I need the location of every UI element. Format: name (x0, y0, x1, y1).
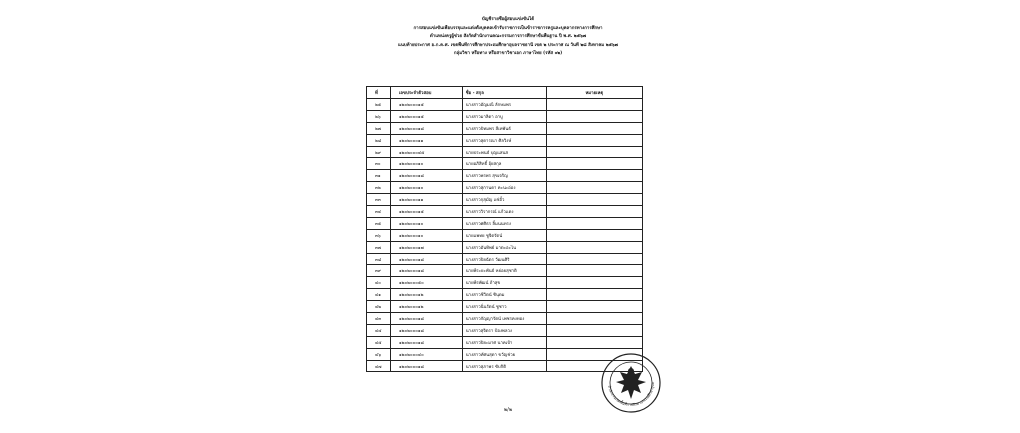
cell-note (546, 324, 642, 336)
cell-name: นางสาวสุดารณา ศิลวิงษ์ (462, 134, 546, 146)
cell-exam-id: ๑๒๐๒๐๐๐๑๐ (390, 229, 462, 241)
header-exam-title: การสอบแข่งขันเพื่อบรรจุและแต่งตั้งบุคคลเข้ารับราชการเป็นข้าราชการครูและบุคลากรทางการศึกษา (413, 25, 603, 31)
table-row (367, 194, 643, 206)
cell-name: นางสาวปิยะมาศ นาคเป้า (462, 336, 546, 348)
cell-name: นางสาวชีวิตน์ ชินุดม (462, 289, 546, 301)
column-header-number: ที่ (367, 87, 391, 99)
page-number: ๒/๒ (503, 407, 513, 413)
cell-note (546, 146, 642, 158)
cell-number: ๔๕ (367, 336, 391, 348)
cell-name: นางสาวพรพร สุขเจริญ (462, 170, 546, 182)
cell-number: ๒๕ (367, 99, 391, 111)
cell-exam-id: ๑๒๐๒๐๐๐๔๐ (390, 348, 462, 360)
table-row (367, 301, 643, 313)
cell-name: นางสาวปิยฉัตร วัฒนศิริ (462, 253, 546, 265)
document-header (356, 16, 660, 59)
cell-name: นางสาวทัศนสุดา ขวัญช่วย (462, 348, 546, 360)
cell-note (546, 206, 642, 218)
cell-exam-id: ๑๒๐๒๐๐๐๑๘ (390, 336, 462, 348)
cell-note (546, 265, 642, 277)
cell-exam-id: ๑๒๐๒๐๐๐๑๘ (390, 265, 462, 277)
cell-exam-id: ๑๒๐๒๐๐๐๑๒ (390, 301, 462, 313)
table-header-row (367, 87, 643, 99)
cell-exam-id: ๑๒๐๒๐๐๐๑๕ (390, 99, 462, 111)
cell-number: ๔๒ (367, 301, 391, 313)
cell-name: นางสาวปัทมพร สีเทพันธ์ (462, 122, 546, 134)
header-announcement: แนบท้ายประกาศ อ.ก.ค.ศ. เขตพื้นที่การศึกษาประถมศึกษาอุบลราชธานี เขต ๒ ประกาศ ณ วันที่ ๒๘ สิงหาคม ๒๕๖๗ (398, 42, 618, 48)
cell-note (546, 229, 642, 241)
table-row (367, 110, 643, 122)
cell-name: นางสาวสุภาพร ซับกิติ (462, 360, 546, 372)
cell-name: นายประพนธ์ บุญแสนส (462, 146, 546, 158)
cell-number: ๒๙ (367, 146, 391, 158)
table-row (367, 313, 643, 325)
table-row (367, 158, 643, 170)
cell-name: นายพีระยะพันธ์ หย่อยสุชาติ (462, 265, 546, 277)
cell-exam-id: ๑๒๐๒๐๐๐๑๐ (390, 217, 462, 229)
table-row (367, 182, 643, 194)
results-table (366, 86, 643, 372)
cell-number: ๓๙ (367, 265, 391, 277)
cell-exam-id: ๑๒๐๒๐๐๐๑๑ (390, 194, 462, 206)
cell-note (546, 289, 642, 301)
header-title: บัญชีรายชื่อผู้สอบแข่งขันได้ (481, 17, 535, 22)
cell-number: ๓๗ (367, 241, 391, 253)
table-row (367, 206, 643, 218)
cell-number: ๒๖ (367, 110, 391, 122)
cell-exam-id: ๑๒๐๒๐๐๐๑๗ (390, 241, 462, 253)
cell-number: ๓๕ (367, 217, 391, 229)
cell-note (546, 241, 642, 253)
table-row (367, 324, 643, 336)
cell-name: นายพีรพัฒน์ ถ้าสุข (462, 277, 546, 289)
cell-exam-id: ๑๒๐๒๐๐๐๔๕ (390, 146, 462, 158)
table-row (367, 241, 643, 253)
column-header-name: ชื่อ - สกุล (462, 87, 546, 99)
cell-number: ๔๑ (367, 289, 391, 301)
cell-number: ๓๔ (367, 206, 391, 218)
cell-name: นางสาวอันทิพย์ มาตะอะไน (462, 241, 546, 253)
cell-exam-id: ๑๒๐๒๐๐๐๑๕ (390, 206, 462, 218)
table-row (367, 289, 643, 301)
cell-name: นางสาวศศิธร ลิ้มนนทรง (462, 217, 546, 229)
cell-note (546, 301, 642, 313)
table-row (367, 170, 643, 182)
cell-number: ๒๘ (367, 134, 391, 146)
cell-exam-id: ๑๒๐๒๐๐๐๑๕ (390, 110, 462, 122)
table-row (367, 253, 643, 265)
cell-name: นางสาวสุกานดา คะนะอ่อง (462, 182, 546, 194)
cell-note (546, 253, 642, 265)
table-row (367, 217, 643, 229)
cell-note (546, 170, 642, 182)
cell-note (546, 336, 642, 348)
seal-text: สำนักงานเขตพื้นที่การศึกษาประถมศึกษาอุบล (607, 382, 656, 408)
table-row (367, 265, 643, 277)
cell-exam-id: ๑๒๐๒๐๐๐๑๘ (390, 122, 462, 134)
cell-note (546, 194, 642, 206)
cell-number: ๓๓ (367, 194, 391, 206)
cell-name: นางสาวกัญญารัตน์ เพชรคงทอง (462, 313, 546, 325)
cell-exam-id: ๑๒๐๒๐๐๐๑๐ (390, 182, 462, 194)
cell-note (546, 182, 642, 194)
cell-number: ๔๖ (367, 348, 391, 360)
cell-exam-id: ๑๒๐๒๐๐๐๑๑ (390, 134, 462, 146)
table-row (367, 122, 643, 134)
cell-number: ๔๔ (367, 324, 391, 336)
cell-number: ๒๗ (367, 122, 391, 134)
cell-name: นางสาววิรากรณ์ แก้วแดง (462, 206, 546, 218)
column-header-note: หมายเหตุ (546, 87, 642, 99)
column-header-exam-id: เลขประจำตัวสอบ (390, 87, 462, 99)
table-row (367, 99, 643, 111)
cell-name: นางสาวนิ่นรัตน์ ชูชาว (462, 301, 546, 313)
table-row (367, 134, 643, 146)
cell-name: นางสาวกุสุมัญ แซ่อั้ว (462, 194, 546, 206)
table-row (367, 146, 643, 158)
cell-exam-id: ๑๒๐๒๐๐๐๑๘ (390, 313, 462, 325)
cell-name: นางสาวสุจิตรา ป้องพลวง (462, 324, 546, 336)
cell-exam-id: ๑๒๐๒๐๐๐๕๐ (390, 277, 462, 289)
cell-name: นางสาวอัญมณี ลักษมพร (462, 99, 546, 111)
cell-note (546, 110, 642, 122)
cell-exam-id: ๑๒๐๒๐๐๐๑๐ (390, 158, 462, 170)
garuda-seal-icon (600, 352, 662, 414)
cell-note (546, 99, 642, 111)
cell-note (546, 313, 642, 325)
table-row (367, 336, 643, 348)
cell-name: นางสาวมาลิดา อาบู (462, 110, 546, 122)
cell-number: ๓๖ (367, 229, 391, 241)
cell-note (546, 134, 642, 146)
cell-number: ๔๐ (367, 277, 391, 289)
cell-note (546, 158, 642, 170)
table-row (367, 229, 643, 241)
cell-exam-id: ๑๒๐๒๐๐๐๑๒ (390, 289, 462, 301)
cell-note (546, 122, 642, 134)
table-row (367, 277, 643, 289)
cell-exam-id: ๑๒๐๒๐๐๐๑๘ (390, 324, 462, 336)
cell-note (546, 277, 642, 289)
cell-number: ๓๑ (367, 170, 391, 182)
header-position: ตำแหน่งครูผู้ช่วย สังกัดสำนักงานคณะกรรมการการศึกษาขั้นพื้นฐาน ปี พ.ศ. ๒๕๖๗ (429, 34, 587, 40)
cell-name: นายแพทย ชูจิตรัตน์ (462, 229, 546, 241)
cell-number: ๓๒ (367, 182, 391, 194)
header-subject-group: กลุ่มวิชา หรือทาง หรือสาขาวิชาเอก ภาษาไทย (รหัส ๐๒) (453, 51, 563, 57)
cell-note (546, 217, 642, 229)
document-page (356, 0, 660, 433)
cell-number: ๓๐ (367, 158, 391, 170)
cell-exam-id: ๑๒๐๒๐๐๐๑๘ (390, 170, 462, 182)
cell-name: นายอภิสิทธิ์ อุ้ยสกุล (462, 158, 546, 170)
cell-number: ๓๘ (367, 253, 391, 265)
cell-number: ๔๓ (367, 313, 391, 325)
cell-number: ๔๗ (367, 360, 391, 372)
cell-exam-id: ๑๒๐๒๐๐๐๑๘ (390, 253, 462, 265)
cell-exam-id: ๑๒๐๒๐๐๐๑๘ (390, 360, 462, 372)
